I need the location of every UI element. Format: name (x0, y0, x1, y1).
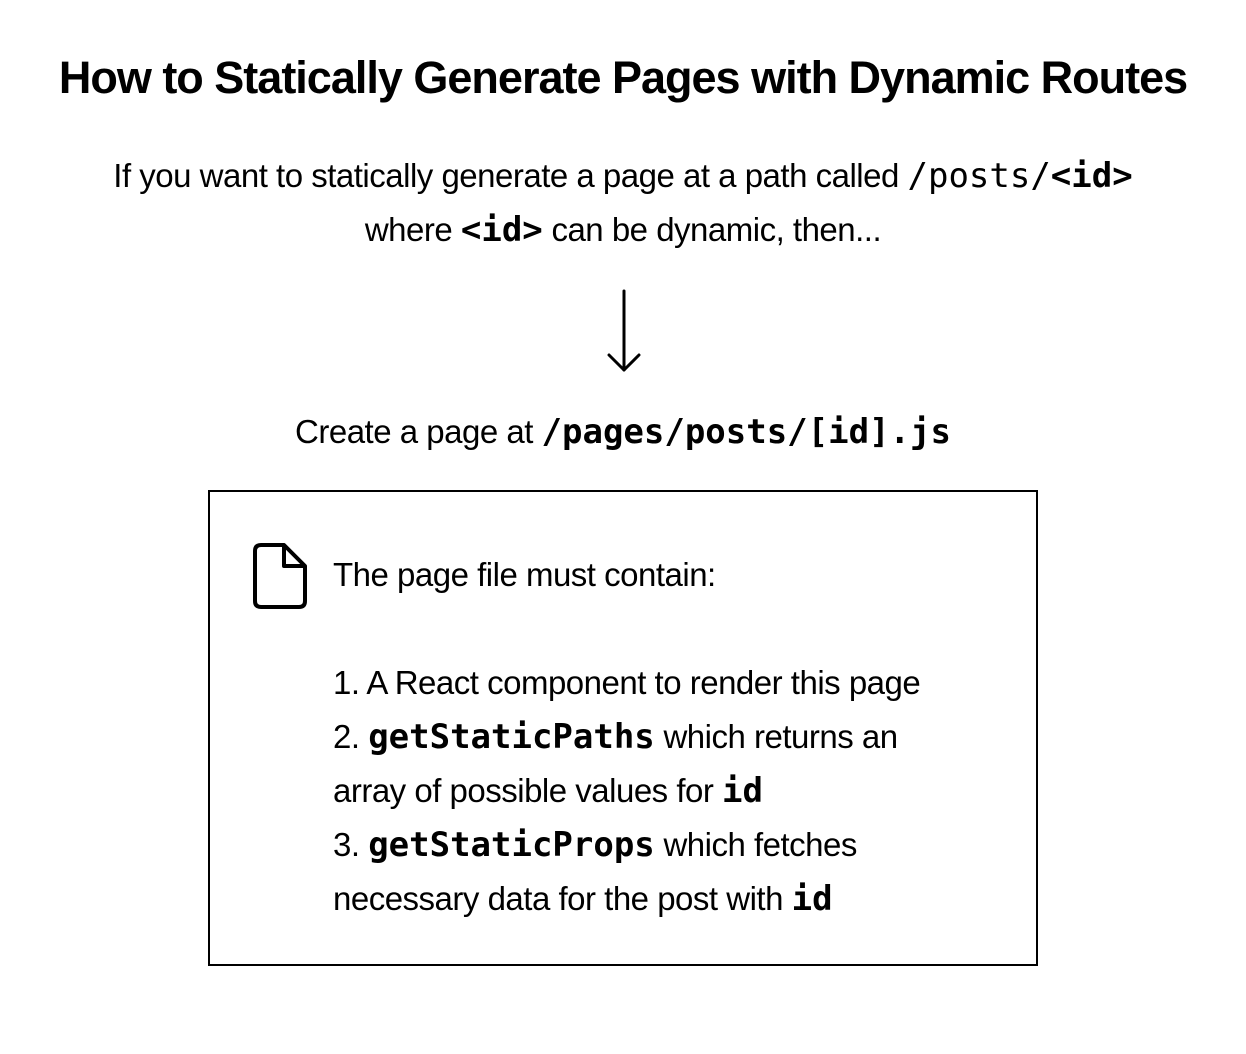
id-code: id (722, 771, 763, 811)
create-page-instruction (0, 405, 1246, 459)
list-item (333, 710, 993, 764)
file-icon (252, 542, 308, 610)
list-item-text: which returns an (654, 718, 898, 755)
list-item-number: 2. (333, 718, 369, 755)
list-item (333, 818, 993, 872)
box-heading: The page file must contain: (333, 556, 716, 593)
page-path-code: /pages/posts/[id].js (541, 412, 951, 452)
list-item-text: array of possible values for (333, 772, 723, 809)
id-param-code: <id> (460, 210, 543, 250)
create-text: Create a page at (295, 413, 542, 450)
intro-text (0, 149, 1246, 257)
intro-line-1 (0, 149, 1246, 203)
list-item-number: 3. (333, 826, 369, 863)
intro-text-segment: can be dynamic, then... (542, 211, 882, 248)
posts-path-code: /posts/ (907, 156, 1051, 196)
id-param-code: <id> (1050, 156, 1133, 196)
list-item-continuation (333, 872, 993, 926)
requirements-list (333, 656, 993, 926)
list-item-text: which fetches (654, 826, 857, 863)
list-item-continuation (333, 764, 993, 818)
page-title: How to Statically Generate Pages with Dynamic Routes (58, 52, 1188, 103)
intro-text-segment: where (364, 211, 461, 248)
page-file-requirements-box (208, 490, 1038, 966)
intro-line-2 (0, 203, 1246, 257)
intro-text-segment: If you want to statically generate a page at a path called (113, 157, 908, 194)
list-item (333, 656, 993, 710)
get-static-props-code: getStaticProps (368, 825, 655, 865)
list-item-text: 1. A React component to render this page (333, 664, 921, 701)
arrow-down-icon (603, 288, 645, 378)
list-item-text: necessary data for the post with (333, 880, 792, 917)
get-static-paths-code: getStaticPaths (368, 717, 655, 757)
id-code: id (791, 879, 833, 919)
